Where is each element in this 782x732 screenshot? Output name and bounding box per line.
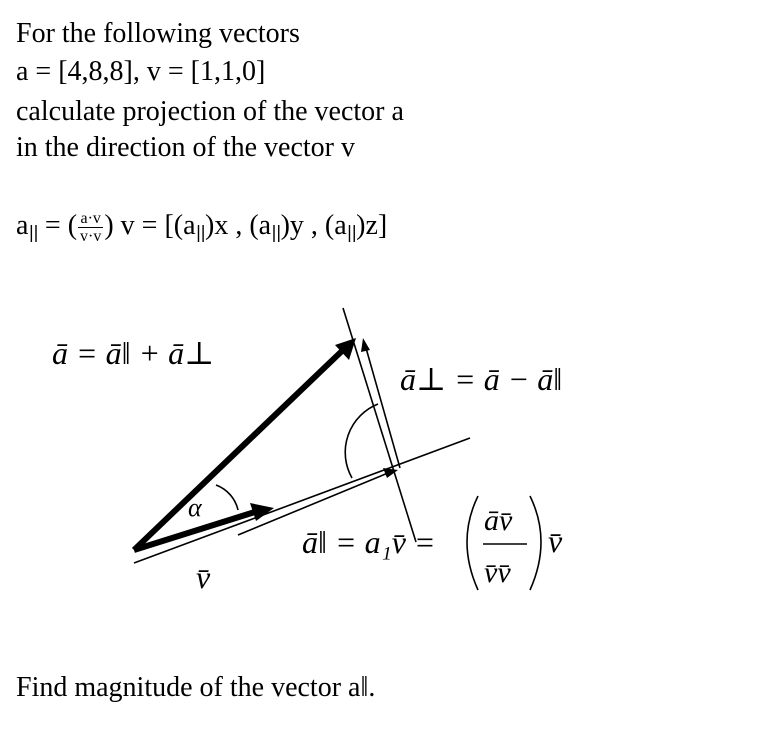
- perpendicular-line: [343, 308, 416, 542]
- problem-line-2: a = [4,8,8], v = [1,1,0]: [16, 56, 266, 87]
- problem-line-4: in the direction of the vector v: [16, 132, 355, 163]
- v-after-fraction: v̄: [548, 523, 563, 559]
- right-paren: [530, 496, 541, 590]
- formula-x-part: )x , (a: [205, 210, 272, 241]
- fraction-denominator: v·v: [80, 228, 102, 246]
- right-angle-arc: [345, 404, 378, 478]
- eq-proj-lhs: ā‖ = a₁v̄ =: [302, 524, 436, 560]
- formula-eq: = (: [37, 210, 78, 241]
- a-perp-arrowhead: [361, 338, 370, 352]
- formula-z-part: )z]: [356, 210, 388, 241]
- problem-line-1: For the following vectors: [16, 18, 300, 49]
- formula-y-part: )y , (a: [280, 210, 347, 241]
- fraction-top: āv̄: [484, 504, 513, 537]
- left-paren: [467, 496, 478, 590]
- alpha-angle-arc: [216, 485, 238, 510]
- formula-after-fraction: ) v = [(a: [104, 210, 196, 241]
- eq-sum: ā = ā‖ + ā⊥: [52, 335, 215, 371]
- formula-lhs: a: [16, 210, 29, 241]
- projection-formula: a|| = ( $\frac{a\cdot v}{v\cdot v}$ ) v = [(a||)x , (a||)y , (a||)z]: [16, 210, 388, 246]
- eq-perp: ā⊥ = ā − ā‖: [400, 361, 563, 397]
- alpha-label: α: [188, 493, 202, 522]
- question-text: Find magnitude of the vector a‖.: [16, 672, 376, 703]
- problem-line-3: calculate projection of the vector a: [16, 96, 404, 127]
- v-label: v̄: [196, 559, 211, 595]
- fraction-numerator: a·v: [78, 210, 103, 228]
- fraction-bottom: v̄v̄: [484, 556, 511, 589]
